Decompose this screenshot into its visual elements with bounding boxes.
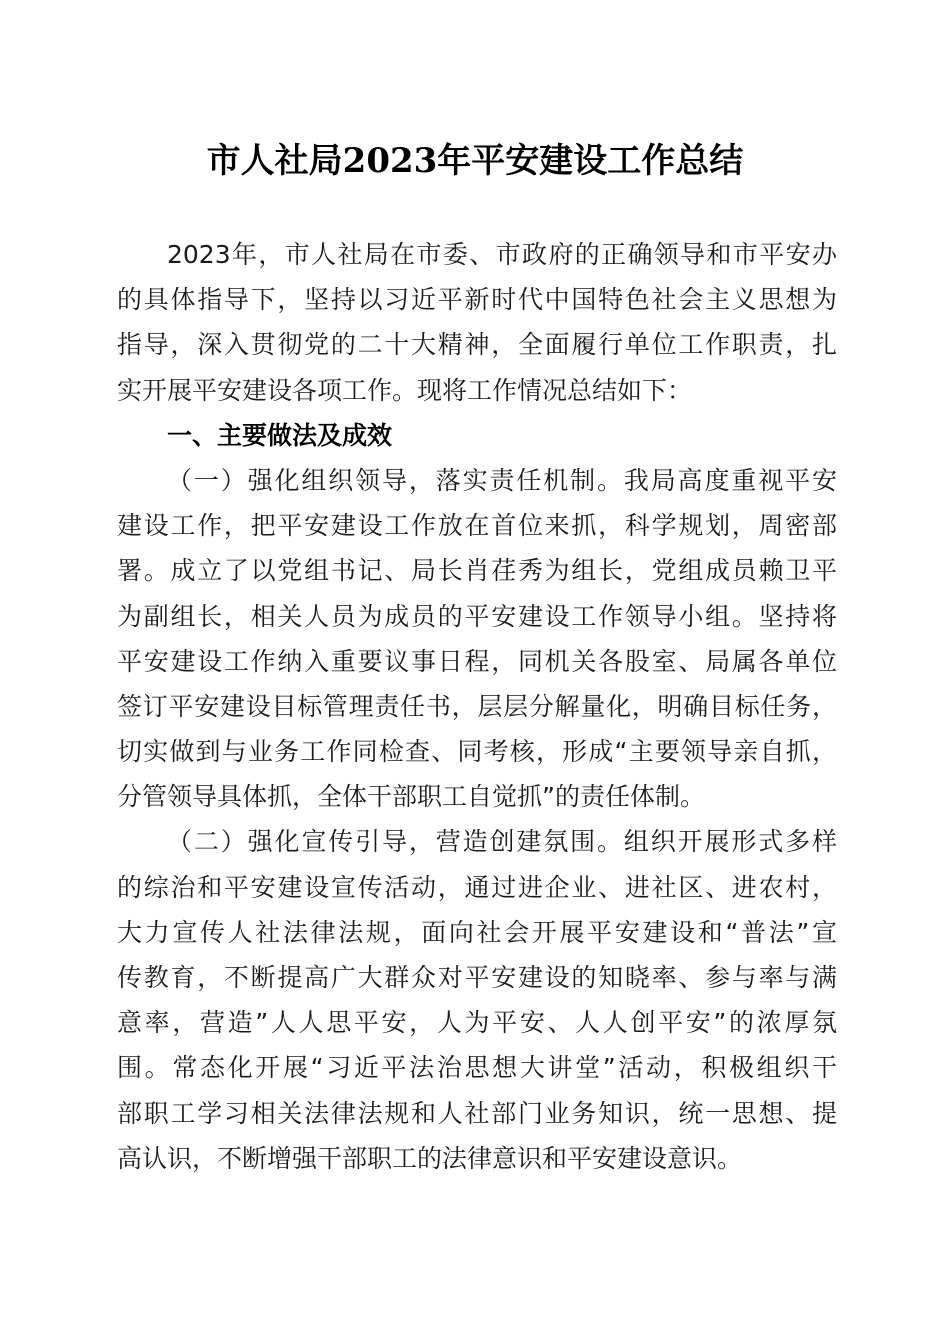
paragraph-line: （二）强化宣传引导，营造创建氛围。组织开展形式多样 [167, 827, 837, 857]
paragraph-line: 意率，营造”人人思平安，人为平安、人人创平安”的浓厚氛 [117, 1008, 837, 1038]
paragraph-line: 建设工作，把平安建设工作放在首位来抓，科学规划，周密部 [117, 511, 837, 541]
section-heading-text: 一、主要做法及成效 [167, 420, 393, 450]
paragraph-line: 的具体指导下，坚持以习近平新时代中国特色社会主义思想为 [117, 285, 837, 315]
paragraph-line: 大力宣传人社法律法规，面向社会开展平安建设和“普法”宣 [117, 917, 837, 947]
paragraph-line: 的综治和平安建设宣传活动，通过进企业、进社区、进农村， [117, 872, 837, 902]
document-title: 市人社局2023年平安建设工作总结 [206, 141, 744, 181]
paragraph-line: 切实做到与业务工作同检查、同考核，形成“主要领导亲自抓， [117, 737, 837, 767]
paragraph-line: 2023年，市人社局在市委、市政府的正确领导和市平安办 [167, 240, 837, 269]
intro-paragraph [117, 232, 837, 413]
paragraph-line: （一）强化组织领导，落实责任机制。我局高度重视平安 [167, 465, 837, 495]
paragraph-line: 围。常态化开展“习近平法治思想大讲堂”活动，积极组织干 [117, 1053, 837, 1083]
paragraph-line: 签订平安建设目标管理责任书，层层分解量化，明确目标任务， [117, 691, 837, 721]
paragraph-line: 高认识，不断增强干部职工的法律意识和平安建设意识。 [117, 1143, 743, 1173]
paragraph-line: 部职工学习相关法律法规和人社部门业务知识，统一思想、提 [117, 1098, 837, 1128]
paragraph-line: 实开展平安建设各项工作。现将工作情况总结如下： [117, 375, 693, 405]
paragraph-line: 平安建设工作纳入重要议事日程，同机关各股室、局属各单位 [117, 646, 837, 676]
subsection-1-paragraph [117, 458, 837, 820]
paragraph-line: 传教育，不断提高广大群众对平安建设的知晓率、参与率与满 [117, 963, 837, 992]
document-body [117, 232, 837, 1181]
paragraph-line: 为副组长，相关人员为成员的平安建设工作领导小组。坚持将 [117, 601, 837, 631]
subsection-2-paragraph [117, 819, 837, 1181]
paragraph-line: 署。成立了以党组书记、局长肖荏秀为组长，党组成员赖卫平 [117, 556, 837, 586]
paragraph-line: 分管领导具体抓，全体干部职工自觉抓”的责任体制。 [117, 782, 705, 812]
section-heading [117, 413, 837, 458]
paragraph-line: 指导，深入贯彻党的二十大精神，全面履行单位工作职责，扎 [117, 330, 837, 360]
